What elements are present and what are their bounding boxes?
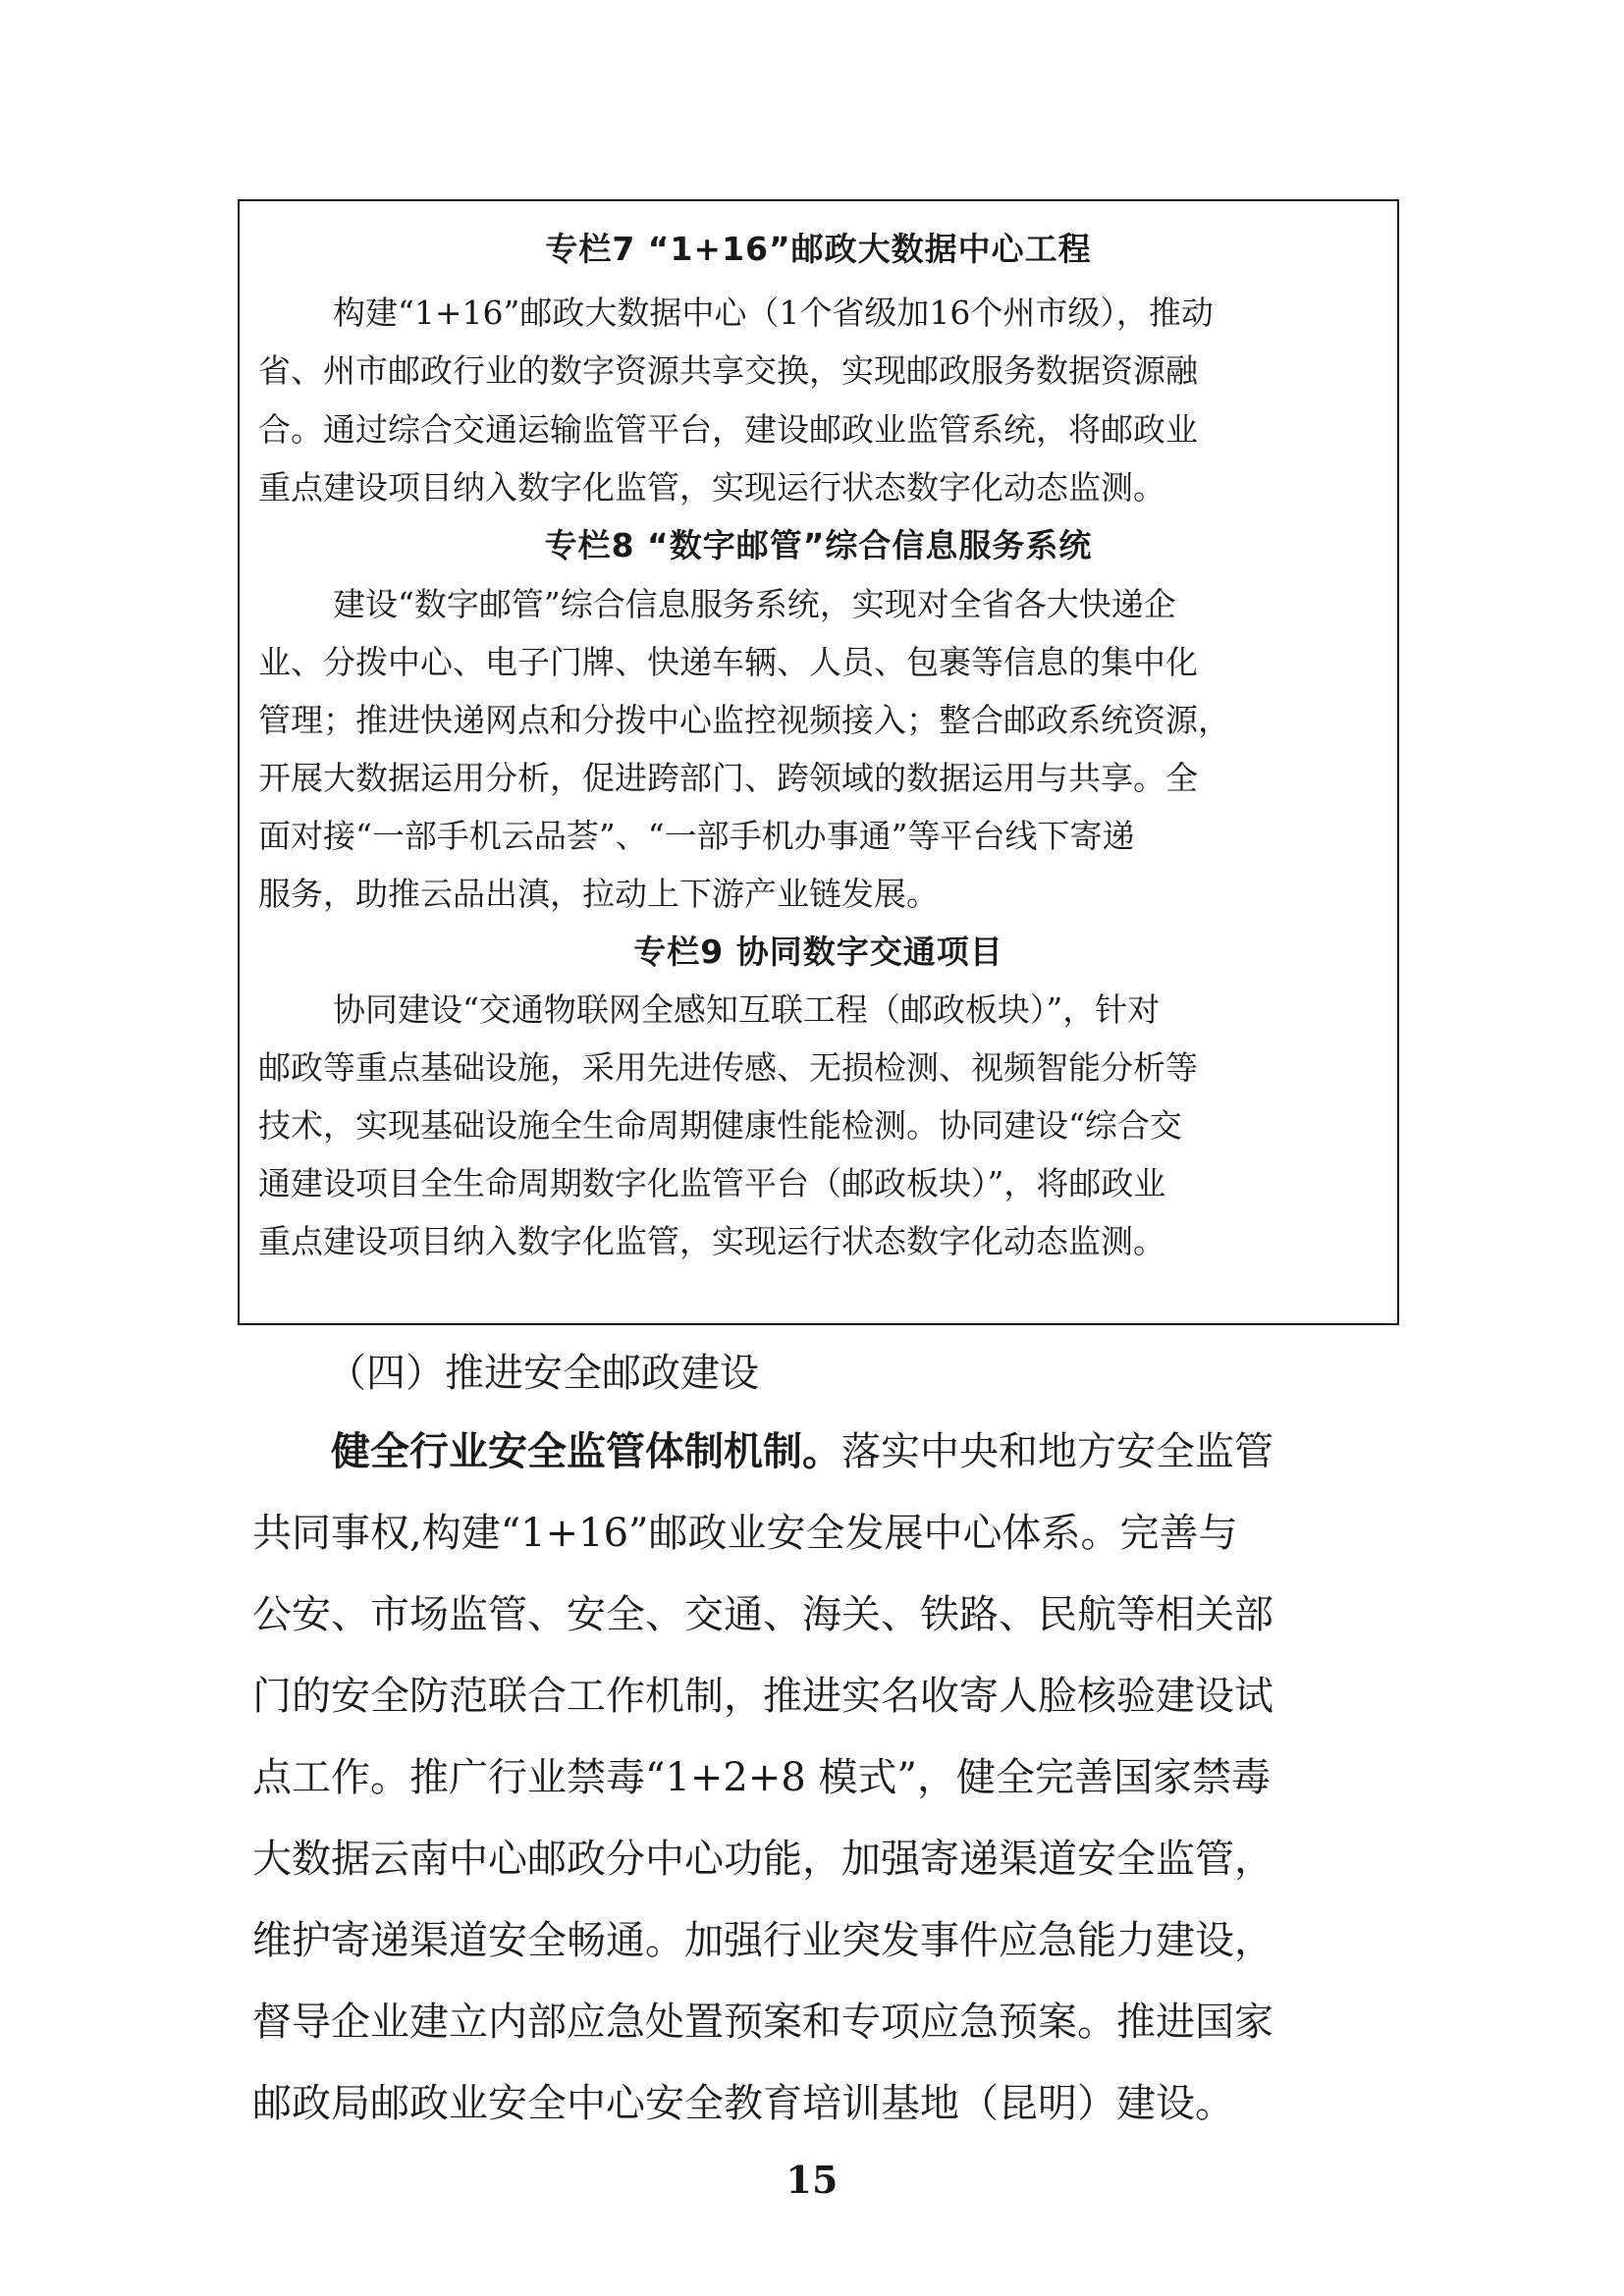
paragraph-line: 公安、市场监管、安全、交通、海关、铁路、民航等相关部 xyxy=(252,1592,1273,1637)
column-7-line: 构建“1+16”邮政大数据中心（1个省级加16个州市级），推动 xyxy=(333,294,1214,332)
page-number: 15 xyxy=(785,2158,839,2202)
paragraph-line: 点工作。推广行业禁毒“1+2+8 模式”，健全完善国家禁毒 xyxy=(252,1755,1271,1800)
paragraph-line: 门的安全防范联合工作机制，推进实名收寄人脸核验建设试 xyxy=(252,1674,1273,1719)
paragraph-lead: 健全行业安全监管体制机制。 xyxy=(331,1429,841,1474)
paragraph-first-line xyxy=(331,1428,1273,1475)
column-9-line: 重点建设项目纳入数字化监管，实现运行状态数字化动态监测。 xyxy=(258,1222,1165,1260)
column-9-title: 专栏9 协同数字交通项目 xyxy=(633,933,1003,971)
paragraph-line: 共同事权,构建“1+16”邮政业安全发展中心体系。完善与 xyxy=(252,1511,1238,1556)
section-heading: （四）推进安全邮政建设 xyxy=(327,1351,759,1396)
column-7-line: 重点建设项目纳入数字化监管，实现运行状态数字化动态监测。 xyxy=(258,468,1165,507)
paragraph-line: 督导企业建立内部应急处置预案和专项应急预案。推进国家 xyxy=(252,2000,1273,2045)
paragraph-first-rest: 落实中央和地方安全监管 xyxy=(841,1429,1273,1474)
paragraph-line: 大数据云南中心邮政分中心功能，加强寄递渠道安全监管， xyxy=(252,1837,1273,1882)
column-8-line: 服务，助推云品出滇，拉动上下游产业链发展。 xyxy=(258,875,939,913)
column-8-title: 专栏8 “数字邮管”综合信息服务系统 xyxy=(544,526,1093,564)
paragraph-line: 维护寄递渠道安全畅通。加强行业突发事件应急能力建设， xyxy=(252,1918,1273,1963)
paragraph-line: 邮政局邮政业安全中心安全教育培训基地（昆明）建设。 xyxy=(252,2081,1234,2126)
feature-columns-box xyxy=(238,199,1399,1325)
column-9-line: 邮政等重点基础设施，采用先进传感、无损检测、视频智能分析等 xyxy=(258,1048,1198,1087)
column-9-line: 技术，实现基础设施全生命周期健康性能检测。协同建设“综合交 xyxy=(258,1106,1182,1145)
column-7-title: 专栏7 “1+16”邮政大数据中心工程 xyxy=(545,230,1092,268)
column-7-line: 合。通过综合交通运输监管平台，建设邮政业监管系统，将邮政业 xyxy=(258,410,1198,449)
column-9-line: 协同建设“交通物联网全感知互联工程（邮政板块）”，针对 xyxy=(333,990,1161,1029)
column-8-line: 管理；推进快递网点和分拨中心监控视频接入；整合邮政系统资源， xyxy=(258,701,1230,739)
column-7-line: 省、州市邮政行业的数字资源共享交换，实现邮政服务数据资源融 xyxy=(258,351,1198,390)
column-8-line: 面对接“一部手机云品荟”、“一部手机办事通”等平台线下寄递 xyxy=(258,817,1135,855)
column-8-line: 业、分拨中心、电子门牌、快递车辆、人员、包裹等信息的集中化 xyxy=(258,643,1198,681)
column-9-line: 通建设项目全生命周期数字化监管平台（邮政板块）”，将邮政业 xyxy=(258,1164,1166,1202)
column-8-line: 开展大数据运用分析，促进跨部门、跨领域的数据运用与共享。全 xyxy=(258,759,1198,797)
column-8-line: 建设“数字邮管”综合信息服务系统，实现对全省各大快递企 xyxy=(333,585,1176,623)
